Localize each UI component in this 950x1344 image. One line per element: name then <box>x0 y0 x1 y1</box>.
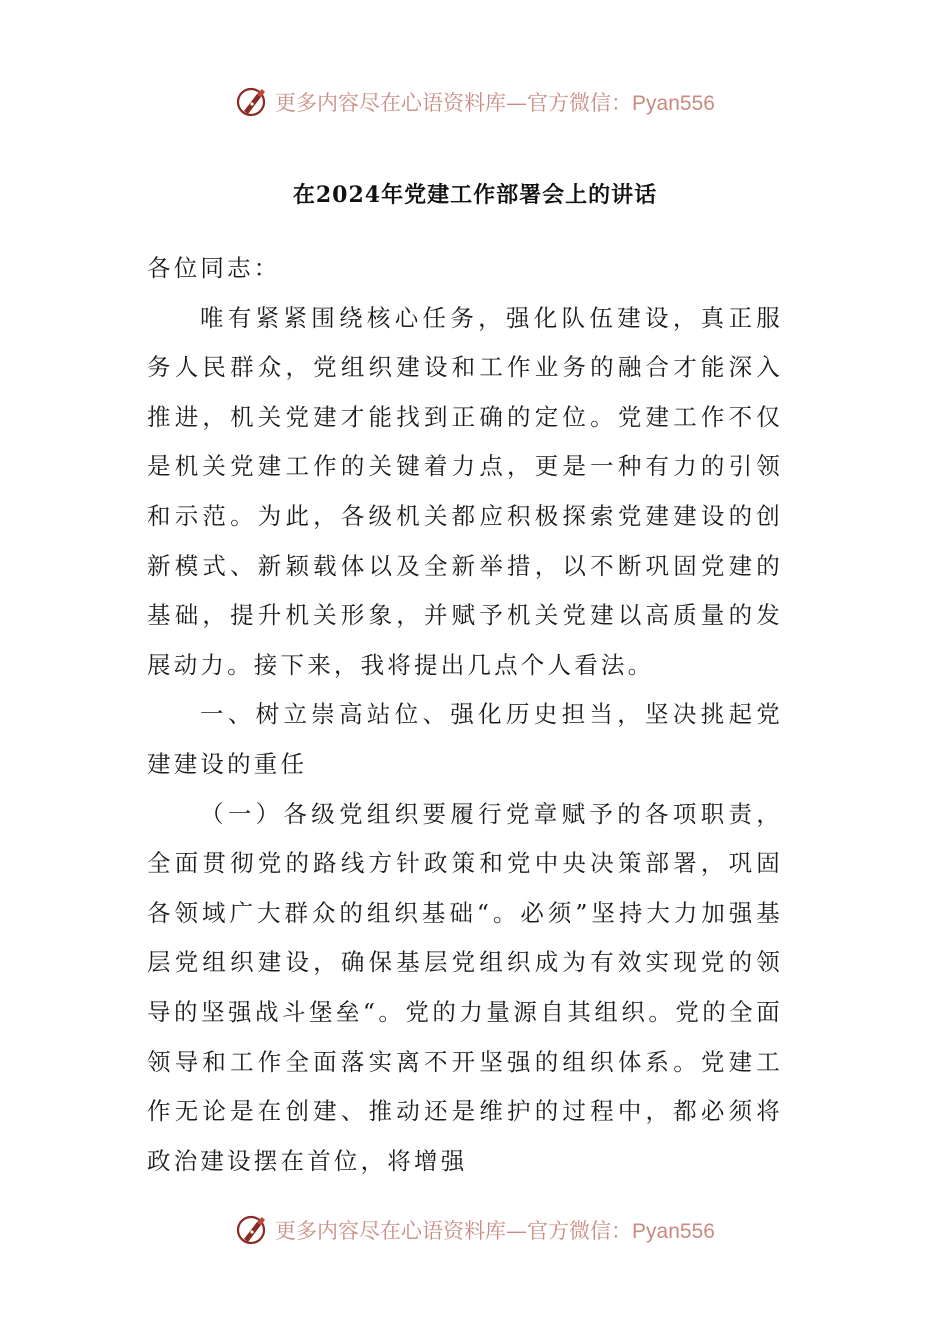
paragraph-subsection-one: （一）各级党组织要履行党章赋予的各项职责，全面贯彻党的路线方针政策和党中央决策部署，巩固各领域广大群众的组织基础“。必须”坚持大力加强基层党组织建设，确保基层党组织成为有效实现党的领导的坚强战斗堡垒“。党的力量源自其组织。党的全面领导和工作全面落实离不开坚强的组织体系。党建工作无论是在创建、推动还是维护的过程中，都必须将政治建设摆在首位，将增强 <box>147 799 783 1175</box>
pen-nib-circle-icon <box>235 1213 269 1247</box>
paragraph-intro: 唯有紧紧围绕核心任务，强化队伍建设，真正服务人民群众，党组织建设和工作业务的融合才能深入推进，机关党建才能找到正确的定位。党建工作不仅是机关党建工作的关键着力点，更是一种有力的引领和示范。为此，各级机关都应积极探索党建建设的创新模式、新颖载体以及全新举措，以不断巩固党建的基础，提升机关形象，并赋予机关党建以高质量的发展动力。接下来，我将提出几点个人看法。 <box>147 303 783 679</box>
watermark-text: 更多内容尽在心语资料库—官方微信：Pyan556 <box>275 91 715 115</box>
pen-nib-circle-icon <box>235 85 269 119</box>
watermark-banner-bottom <box>0 1208 950 1252</box>
watermark-text: 更多内容尽在心语资料库—官方微信：Pyan556 <box>275 1219 715 1243</box>
wechat-id: Pyan556 <box>632 1220 715 1243</box>
document-body <box>147 244 783 1186</box>
document-title: 在2024年党建工作部署会上的讲话 <box>292 182 658 208</box>
section-heading-one: 一、树立崇高站位、强化历史担当，坚决挑起党建建设的重任 <box>147 700 783 778</box>
wechat-id: Pyan556 <box>632 92 715 115</box>
watermark-banner-top <box>0 80 950 124</box>
salutation: 各位同志： <box>147 254 281 282</box>
